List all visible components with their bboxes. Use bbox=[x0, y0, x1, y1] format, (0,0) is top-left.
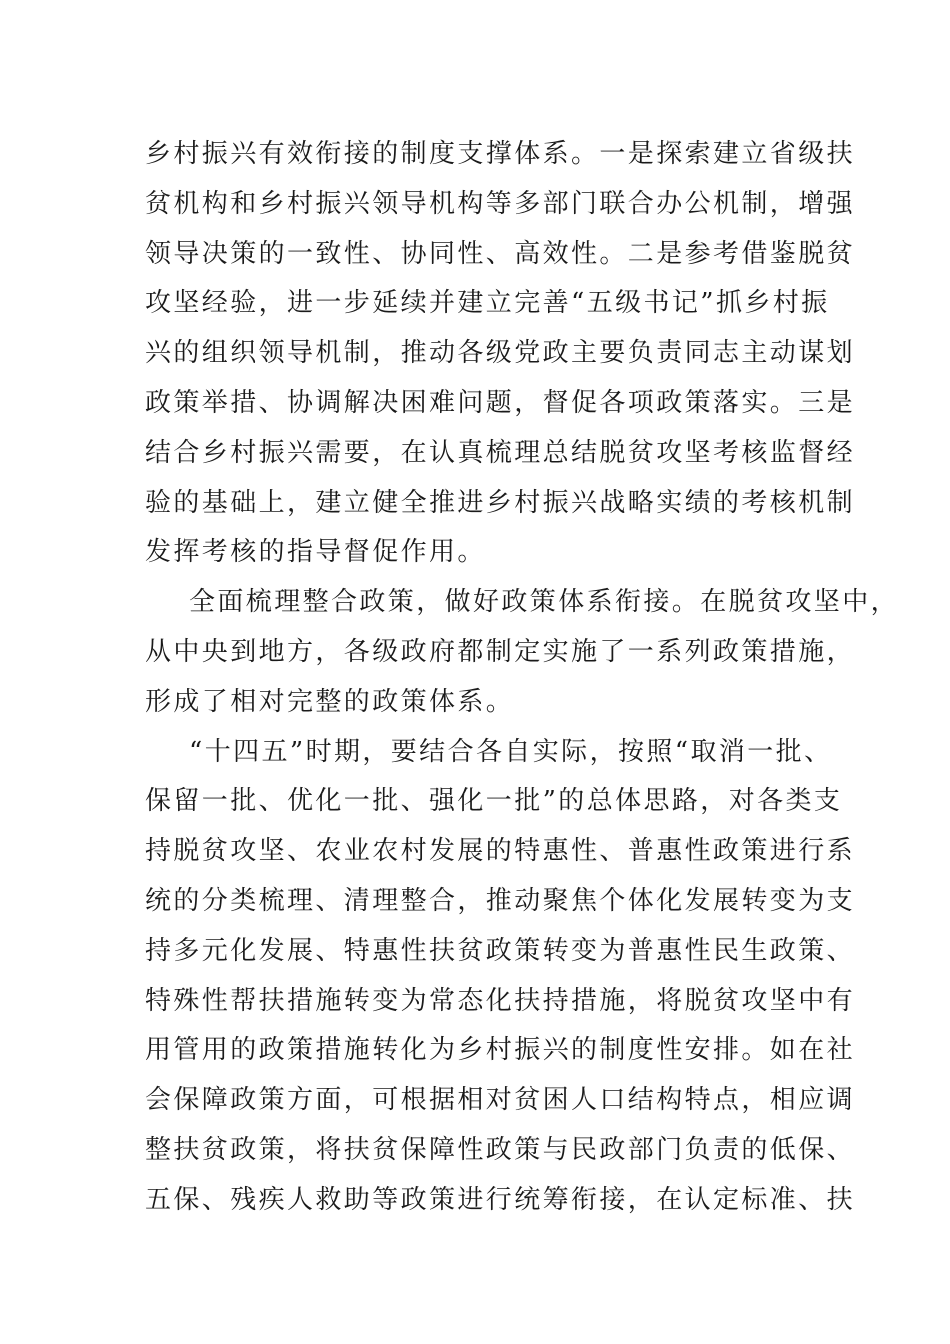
text-line: 用管用的政策措施转化为乡村振兴的制度性安排。如在社 bbox=[145, 1035, 856, 1066]
text-line: 乡村振兴有效衔接的制度支撑体系。一是探索建立省级扶 bbox=[145, 139, 856, 169]
text-line: 全面梳理整合政策，做好政策体系衔接。在脱贫攻坚中， bbox=[189, 587, 900, 618]
text-line: 统的分类梳理、清理整合，推动聚焦个体化发展转变为支 bbox=[145, 885, 856, 916]
text-line: 发挥考核的指导督促作用。 bbox=[145, 537, 486, 568]
text-line: 领导决策的一致性、协同性、高效性。二是参考借鉴脱贫 bbox=[145, 238, 856, 269]
text-line: 保留一批、优化一批、强化一批”的总体思路，对各类支 bbox=[145, 786, 843, 817]
text-line: 特殊性帮扶措施转变为常态化扶持措施，将脱贫攻坚中有 bbox=[145, 985, 856, 1016]
text-line: 贫机构和乡村振兴领导机构等多部门联合办公机制，增强 bbox=[145, 188, 856, 219]
paragraph-3 bbox=[145, 728, 856, 1226]
text-line: 持脱贫攻坚、农业农村发展的特惠性、普惠性政策进行系 bbox=[145, 836, 856, 867]
text-line: 攻坚经验，进一步延续并建立完善“五级书记”抓乡村振 bbox=[145, 288, 830, 319]
text-line: 兴的组织领导机制，推动各级党政主要负责同志主动谋划 bbox=[145, 338, 856, 369]
text-line: 会保障政策方面，可根据相对贫困人口结构特点，相应调 bbox=[145, 1085, 856, 1116]
text-line: 政策举措、协调解决困难问题，督促各项政策落实。三是 bbox=[145, 387, 856, 418]
text-line: 从中央到地方，各级政府都制定实施了一系列政策措施， bbox=[145, 636, 856, 667]
paragraph-2 bbox=[145, 578, 900, 727]
paragraph-1 bbox=[145, 130, 856, 578]
text-line: 验的基础上，建立健全推进乡村振兴战略实绩的考核机制 bbox=[145, 487, 856, 518]
text-line: “十四五”时期，要结合各自实际，按照“取消一批、 bbox=[189, 736, 833, 767]
body-text bbox=[145, 130, 900, 1226]
text-line: 结合乡村振兴需要，在认真梳理总结脱贫攻坚考核监督经 bbox=[145, 437, 856, 468]
text-line: 整扶贫政策，将扶贫保障性政策与民政部门负责的低保、 bbox=[145, 1134, 856, 1165]
text-line: 持多元化发展、特惠性扶贫政策转变为普惠性民生政策、 bbox=[145, 935, 856, 966]
text-line: 形成了相对完整的政策体系。 bbox=[145, 686, 515, 717]
text-line: 五保、残疾人救助等政策进行统筹衔接，在认定标准、扶 bbox=[145, 1184, 856, 1215]
